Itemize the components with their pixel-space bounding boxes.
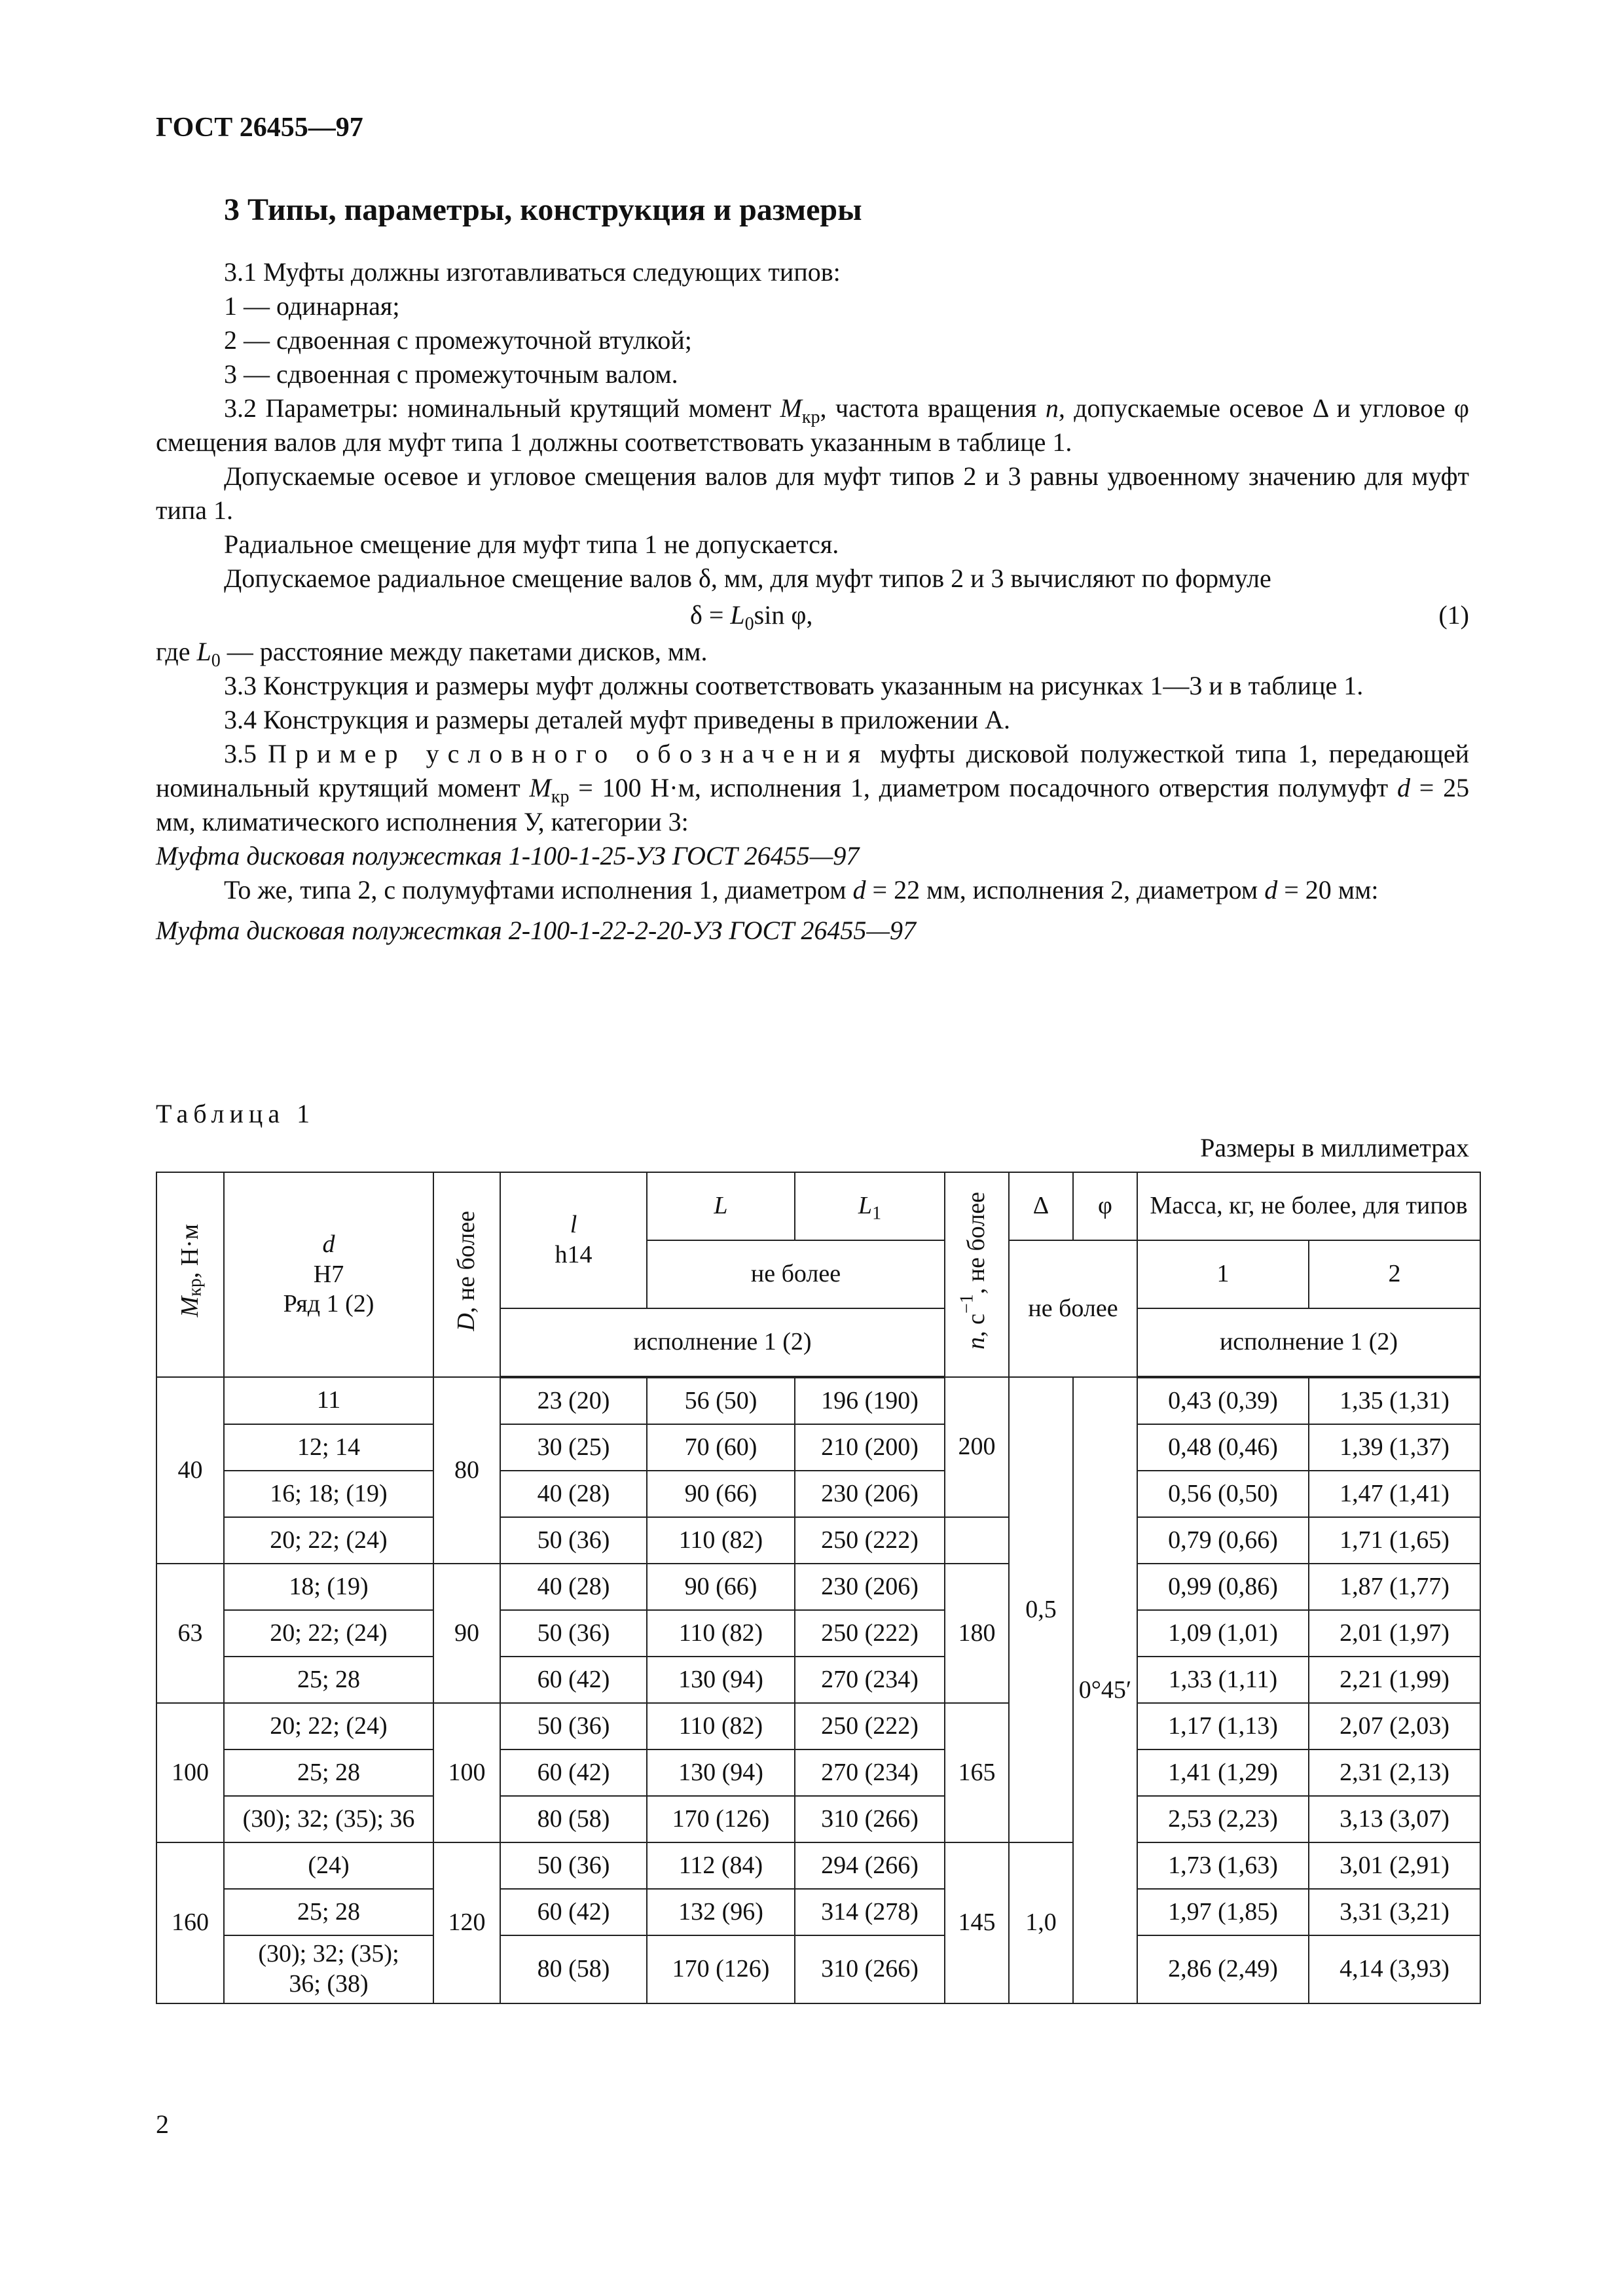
coupling-parameters-table — [156, 1172, 1481, 2004]
L1-cell: 270 (234) — [795, 1749, 945, 1796]
l-cell: 80 (58) — [500, 1935, 647, 2003]
mass-type1-cell: 0,43 (0,39) — [1137, 1377, 1309, 1424]
table-caption: Таблица 1 — [156, 1099, 316, 1128]
table-row — [156, 1749, 1480, 1796]
para-3-2: 3.2 Параметры: номинальный крутящий момент $M_{кр}$, частота вращения n, допускаемые осевое Δ и угловое φ смещения валов для муфт типа 1 должны соответствовать указанным в таблице 1. — [156, 393, 1469, 457]
mass-type1-cell: 0,56 (0,50) — [1137, 1471, 1309, 1517]
example-designation-1: Муфта дисковая полужесткая 1-100-1-25-УЗ ГОСТ 26455—97 — [156, 841, 860, 870]
l-cell: 50 (36) — [500, 1610, 647, 1657]
bore-cell: 20; 22; (24) — [224, 1703, 433, 1749]
outer-diameter-cell: 90 — [433, 1564, 500, 1703]
para-same-type-2: То же, типа 2, с полумуфтами исполнения 1, диаметром d = 22 мм, исполнения 2, диаметром d = 20 мм: — [224, 875, 1379, 905]
table-row — [156, 1610, 1480, 1657]
type-2-item: 2 — сдвоенная с промежуточной втулкой; — [224, 325, 692, 355]
para-radial-shift: Радиальное смещение для муфт типа 1 не допускается. — [224, 529, 839, 559]
para-3-5: 3.5 Пример условного обозначения муфты дисковой полужесткой типа 1, передающей номинальный крутящий момент $M_{кр} = 100$ Н·м, исполнения 1, диаметром посадочного отверстия полумуфт d = 25 мм, климатического исполнения У, категории 3: — [156, 739, 1470, 836]
torque-cell: 160 — [156, 1842, 224, 2003]
header-rotation-speed: n, $с^{-1}$, не более — [945, 1172, 1009, 1377]
table-row — [156, 1889, 1480, 1935]
L1-cell: 294 (266) — [795, 1842, 945, 1889]
para-allowable-shift: Допускаемые осевое и угловое смещения валов для муфт типов 2 и 3 равны удвоенному значению для муфт типа 1. — [156, 461, 1469, 525]
header-mass-type-2: 2 — [1309, 1240, 1480, 1308]
L1-cell: 270 (234) — [795, 1657, 945, 1703]
outer-diameter-cell: 100 — [433, 1703, 500, 1842]
torque-cell: 63 — [156, 1564, 224, 1703]
bore-cell: 18; (19) — [224, 1564, 433, 1610]
l-cell: 60 (42) — [500, 1889, 647, 1935]
torque-cell: 100 — [156, 1703, 224, 1842]
mass-type1-cell: 1,17 (1,13) — [1137, 1703, 1309, 1749]
section-title: 3 Типы, параметры, конструкция и размеры — [224, 192, 862, 227]
L1-cell: 230 (206) — [795, 1471, 945, 1517]
header-max-shift: не более — [1009, 1240, 1137, 1377]
example-designation-2: Муфта дисковая полужесткая 2-100-1-22-2-20-УЗ ГОСТ 26455—97 — [156, 916, 916, 945]
mass-type1-cell: 0,99 (0,86) — [1137, 1564, 1309, 1610]
speed-cell-blank — [945, 1517, 1009, 1564]
l-cell: 80 (58) — [500, 1796, 647, 1842]
axial-shift-cell: 0,5 — [1009, 1377, 1073, 1842]
l-cell: 40 (28) — [500, 1564, 647, 1610]
bore-cell: (24) — [224, 1842, 433, 1889]
speed-cell: 165 — [945, 1703, 1009, 1842]
L1-cell: 196 (190) — [795, 1377, 945, 1424]
L-cell: 170 (126) — [647, 1935, 795, 2003]
L-cell: 90 (66) — [647, 1471, 795, 1517]
mass-type2-cell: 2,31 (2,13) — [1309, 1749, 1480, 1796]
table-units-note: Размеры в миллиметрах — [1200, 1133, 1469, 1162]
l-cell: 50 (36) — [500, 1517, 647, 1564]
bore-cell: 11 — [224, 1377, 433, 1424]
type-1-item: 1 — одинарная; — [224, 291, 400, 321]
L1-cell: 250 (222) — [795, 1703, 945, 1749]
header-length-l: l h14 — [500, 1172, 647, 1308]
speed-cell: 145 — [945, 1842, 1009, 2003]
L-cell: 170 (126) — [647, 1796, 795, 1842]
type-3-item: 3 — сдвоенная с промежуточным валом. — [224, 359, 678, 389]
l-cell: 30 (25) — [500, 1424, 647, 1471]
outer-diameter-cell: 120 — [433, 1842, 500, 2003]
mass-type2-cell: 1,71 (1,65) — [1309, 1517, 1480, 1564]
mass-type1-cell: 1,33 (1,11) — [1137, 1657, 1309, 1703]
table-row — [156, 1657, 1480, 1703]
mass-type2-cell: 1,47 (1,41) — [1309, 1471, 1480, 1517]
L-cell: 70 (60) — [647, 1424, 795, 1471]
mass-type2-cell: 3,31 (3,21) — [1309, 1889, 1480, 1935]
header-execution-lengths: исполнение 1 (2) — [500, 1308, 945, 1377]
header-mass-type-1: 1 — [1137, 1240, 1309, 1308]
L1-cell: 310 (266) — [795, 1935, 945, 2003]
mass-type2-cell: 3,01 (2,91) — [1309, 1842, 1480, 1889]
header-outer-diameter: D, не более — [433, 1172, 500, 1377]
bore-cell: 20; 22; (24) — [224, 1610, 433, 1657]
L-cell: 90 (66) — [647, 1564, 795, 1610]
mass-type1-cell: 1,73 (1,63) — [1137, 1842, 1309, 1889]
l-cell: 60 (42) — [500, 1749, 647, 1796]
bore-cell: 25; 28 — [224, 1889, 433, 1935]
l-cell: 60 (42) — [500, 1657, 647, 1703]
mass-type2-cell: 1,39 (1,37) — [1309, 1424, 1480, 1471]
bore-cell: 20; 22; (24) — [224, 1517, 433, 1564]
table-row — [156, 1842, 1480, 1889]
l-cell: 50 (36) — [500, 1703, 647, 1749]
L1-cell: 250 (222) — [795, 1517, 945, 1564]
formula-1 — [156, 596, 1469, 635]
para-3-4: 3.4 Конструкция и размеры деталей муфт приведены в приложении А. — [224, 705, 1010, 734]
bore-cell: 12; 14 — [224, 1424, 433, 1471]
para-3-1: 3.1 Муфты должны изготавливаться следующих типов: — [224, 257, 841, 287]
outer-diameter-cell: 80 — [433, 1377, 500, 1564]
table-row — [156, 1703, 1480, 1749]
bore-cell: 25; 28 — [224, 1657, 433, 1703]
body-text — [156, 255, 1469, 948]
mass-type2-cell: 1,35 (1,31) — [1309, 1377, 1480, 1424]
mass-type2-cell: 1,87 (1,77) — [1309, 1564, 1480, 1610]
mass-type2-cell: 4,14 (3,93) — [1309, 1935, 1480, 2003]
mass-type2-cell: 2,01 (1,97) — [1309, 1610, 1480, 1657]
table-row — [156, 1424, 1480, 1471]
header-length-L: L — [647, 1172, 795, 1240]
header-execution-mass: исполнение 1 (2) — [1137, 1308, 1480, 1377]
speed-cell: 180 — [945, 1564, 1009, 1703]
angular-shift-cell: 0°45′ — [1073, 1377, 1137, 2003]
para-radial-formula-intro: Допускаемое радиальное смещение валов δ, мм, для муфт типов 2 и 3 вычисляют по формуле — [224, 564, 1271, 593]
para-3-3: 3.3 Конструкция и размеры муфт должны соответствовать указанным на рисунках 1—3 и в таблице 1. — [224, 671, 1364, 700]
document-header: ГОСТ 26455—97 — [156, 113, 363, 143]
mass-type1-cell: 1,09 (1,01) — [1137, 1610, 1309, 1657]
L-cell: 132 (96) — [647, 1889, 795, 1935]
example-label: Пример условного обозначения — [268, 739, 869, 768]
header-bore-diameter: d H7 Ряд 1 (2) — [224, 1172, 433, 1377]
L-cell: 110 (82) — [647, 1517, 795, 1564]
mass-type1-cell: 1,97 (1,85) — [1137, 1889, 1309, 1935]
mass-type1-cell: 0,48 (0,46) — [1137, 1424, 1309, 1471]
L-cell: 110 (82) — [647, 1610, 795, 1657]
L1-cell: 210 (200) — [795, 1424, 945, 1471]
mass-type2-cell: 2,21 (1,99) — [1309, 1657, 1480, 1703]
formula-number: (1) — [1438, 600, 1469, 630]
header-axial-shift: Δ — [1009, 1172, 1073, 1240]
l-cell: 23 (20) — [500, 1377, 647, 1424]
L-cell: 56 (50) — [647, 1377, 795, 1424]
torque-cell: 40 — [156, 1377, 224, 1564]
header-length-L1: $L_1$ — [795, 1172, 945, 1240]
header-angular-shift: φ — [1073, 1172, 1137, 1240]
axial-shift-cell: 1,0 — [1009, 1842, 1073, 2003]
mass-type2-cell: 3,13 (3,07) — [1309, 1796, 1480, 1842]
table-row — [156, 1796, 1480, 1842]
mass-type1-cell: 0,79 (0,66) — [1137, 1517, 1309, 1564]
bore-cell: 16; 18; (19) — [224, 1471, 433, 1517]
table-row — [156, 1517, 1480, 1564]
header-mass: Масса, кг, не более, для типов — [1137, 1172, 1480, 1240]
l-cell: 50 (36) — [500, 1842, 647, 1889]
header-max-length: не более — [647, 1240, 945, 1308]
speed-cell: 200 — [945, 1377, 1009, 1517]
table-row — [156, 1564, 1480, 1610]
mass-type1-cell: 2,86 (2,49) — [1137, 1935, 1309, 2003]
mass-type1-cell: 2,53 (2,23) — [1137, 1796, 1309, 1842]
formula-expression: $\delta = L_0\sin$ φ, — [690, 600, 813, 634]
L1-cell: 230 (206) — [795, 1564, 945, 1610]
L-cell: 130 (94) — [647, 1657, 795, 1703]
mass-type1-cell: 1,41 (1,29) — [1137, 1749, 1309, 1796]
L1-cell: 250 (222) — [795, 1610, 945, 1657]
mass-type2-cell: 2,07 (2,03) — [1309, 1703, 1480, 1749]
formula-where: где $L_0$ — расстояние между пакетами дисков, мм. — [156, 637, 708, 671]
L-cell: 112 (84) — [647, 1842, 795, 1889]
page-number: 2 — [156, 2109, 169, 2139]
table-row — [156, 1935, 1480, 2003]
bore-cell: 25; 28 — [224, 1749, 433, 1796]
l-cell: 40 (28) — [500, 1471, 647, 1517]
header-torque: $M_{кр}$, Н·м — [156, 1172, 224, 1377]
L-cell: 110 (82) — [647, 1703, 795, 1749]
table-row — [156, 1377, 1480, 1424]
bore-cell: (30); 32; (35); 36 — [224, 1796, 433, 1842]
bore-cell: (30); 32; (35); 36; (38) — [224, 1935, 433, 2003]
table-row — [156, 1471, 1480, 1517]
L1-cell: 310 (266) — [795, 1796, 945, 1842]
L-cell: 130 (94) — [647, 1749, 795, 1796]
L1-cell: 314 (278) — [795, 1889, 945, 1935]
